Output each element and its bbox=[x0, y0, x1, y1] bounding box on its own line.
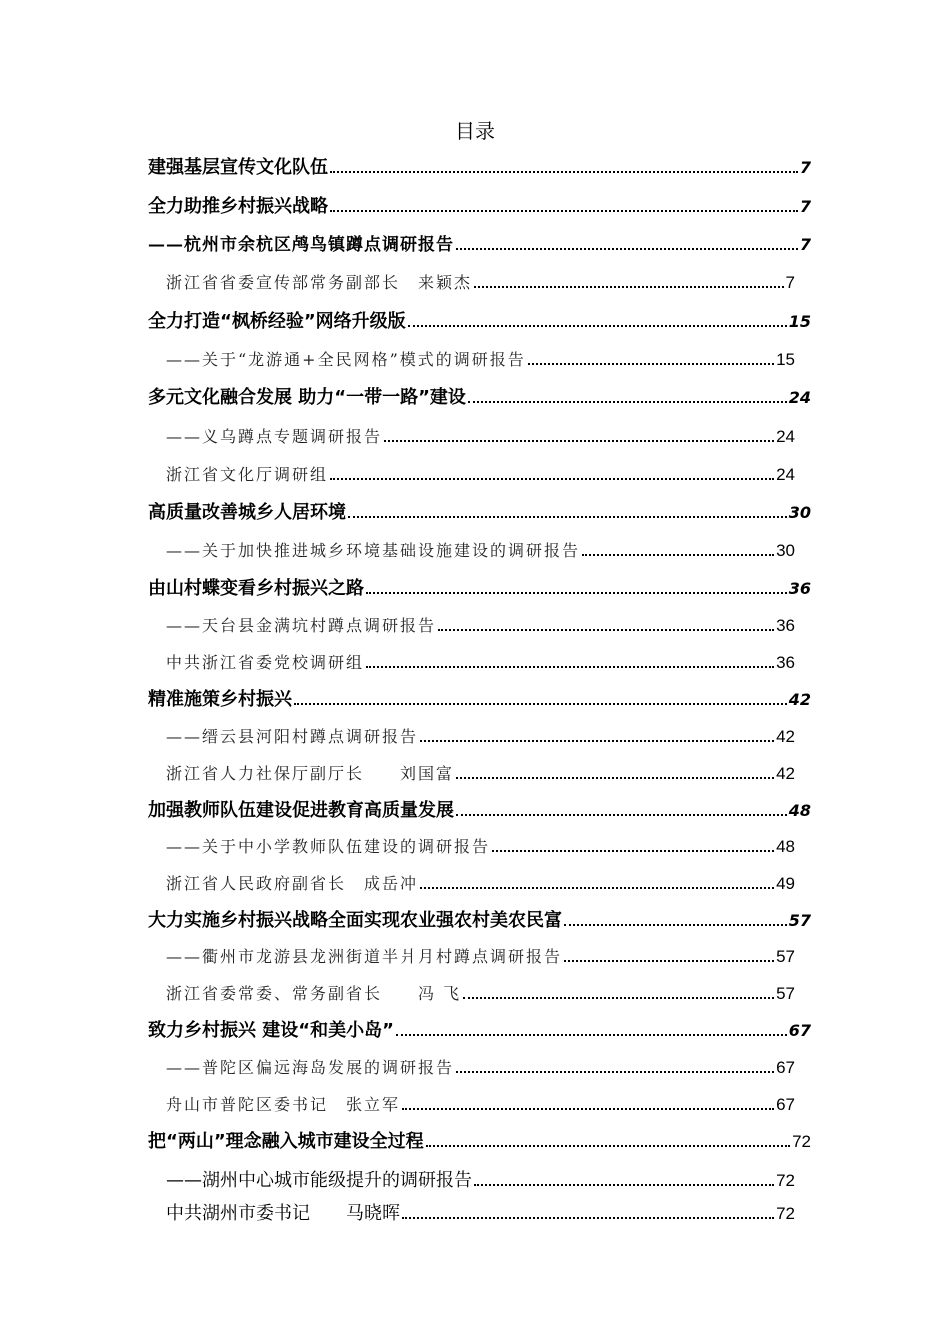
toc-entry-page: 24 bbox=[788, 388, 811, 407]
dot-leader bbox=[330, 171, 798, 173]
dot-leader bbox=[366, 592, 787, 594]
toc-entry-text: ——关于加快推进城乡环境基础设施建设的调研报告 bbox=[166, 541, 581, 560]
toc-entry-page: 24 bbox=[776, 427, 795, 446]
toc-entry[interactable] bbox=[148, 192, 811, 222]
toc-entry-page: 30 bbox=[776, 541, 795, 560]
toc-entry-page: 7 bbox=[799, 235, 811, 254]
toc-entry-page: 7 bbox=[799, 158, 811, 177]
toc-entry-page: 36 bbox=[788, 579, 811, 598]
toc-entry-text: 高质量改善城乡人居环境 bbox=[148, 502, 346, 523]
dot-leader bbox=[456, 814, 787, 816]
toc-entry-text: 舟山市普陀区委书记 张立军 bbox=[166, 1095, 401, 1114]
dot-leader bbox=[420, 887, 774, 889]
toc-entry[interactable] bbox=[166, 1199, 795, 1229]
toc-entry[interactable] bbox=[166, 1053, 795, 1083]
dot-leader bbox=[492, 850, 774, 852]
toc-entry-page: 36 bbox=[776, 653, 795, 672]
toc-entry-text: 浙江省委常委、常务副省长 冯 飞 bbox=[166, 984, 462, 1003]
toc-entry[interactable] bbox=[166, 979, 795, 1009]
dot-leader bbox=[468, 401, 787, 403]
toc-entry-page: 57 bbox=[788, 911, 811, 930]
toc-entry[interactable] bbox=[166, 648, 795, 678]
dot-leader bbox=[463, 997, 774, 999]
toc-entry[interactable] bbox=[166, 1166, 795, 1196]
toc-entry-page: 36 bbox=[776, 616, 795, 635]
toc-entry-text: 多元文化融合发展 助力“一带一路”建设 bbox=[148, 387, 466, 408]
toc-entry[interactable] bbox=[166, 832, 795, 862]
toc-entry[interactable] bbox=[148, 498, 811, 528]
dot-leader bbox=[528, 363, 774, 365]
toc-entry[interactable] bbox=[148, 383, 811, 413]
toc-entry[interactable] bbox=[166, 422, 795, 452]
toc-entry[interactable] bbox=[148, 796, 811, 826]
toc-entry[interactable] bbox=[166, 611, 795, 641]
toc-entry-page: 67 bbox=[776, 1058, 795, 1077]
toc-entry[interactable] bbox=[148, 1127, 811, 1157]
toc-entry-page: 15 bbox=[788, 312, 811, 331]
toc-entry[interactable] bbox=[166, 759, 795, 789]
toc-entry[interactable] bbox=[166, 536, 795, 566]
toc-entry-text: 浙江省人力社保厅副厅长 刘国富 bbox=[166, 764, 455, 783]
toc-entry[interactable] bbox=[148, 906, 811, 936]
dot-leader bbox=[456, 777, 774, 779]
toc-entry-text: 全力打造“枫桥经验”网络升级版 bbox=[148, 311, 406, 332]
toc-entry[interactable] bbox=[148, 307, 811, 337]
dot-leader bbox=[294, 703, 787, 705]
toc-entry[interactable] bbox=[166, 942, 795, 972]
toc-entry-text: ——衢州市龙游县龙洲街道半爿月村蹲点调研报告 bbox=[166, 947, 563, 966]
dot-leader bbox=[456, 248, 798, 250]
dot-leader bbox=[384, 440, 774, 442]
toc-entry-page: 48 bbox=[776, 837, 795, 856]
dot-leader bbox=[564, 960, 774, 962]
toc-entry-page: 72 bbox=[776, 1204, 795, 1223]
toc-entry-text: 中共湖州市委书记 马晓晖 bbox=[166, 1203, 400, 1224]
toc-entry-text: 中共浙江省委党校调研组 bbox=[166, 653, 365, 672]
toc-entry[interactable] bbox=[148, 153, 811, 183]
toc-entry-page: 72 bbox=[792, 1132, 811, 1151]
toc-entry-page: 57 bbox=[776, 984, 795, 1003]
dot-leader bbox=[582, 554, 774, 556]
toc-entry-text: ——关于“龙游通+全民网格”模式的调研报告 bbox=[166, 350, 526, 369]
dot-leader bbox=[366, 666, 774, 668]
toc-entry-page: 7 bbox=[799, 197, 811, 216]
toc-entry-text: 全力助推乡村振兴战略 bbox=[148, 196, 328, 217]
dot-leader bbox=[402, 1108, 774, 1110]
dot-leader bbox=[396, 1034, 787, 1036]
toc-entry[interactable] bbox=[148, 574, 811, 604]
toc-entry[interactable] bbox=[148, 685, 811, 715]
toc-entry-text: 精准施策乡村振兴 bbox=[148, 689, 292, 710]
toc-entry-text: 浙江省省委宣传部常务副部长 来颖杰 bbox=[166, 273, 473, 292]
toc-entry-text: ——义乌蹲点专题调研报告 bbox=[166, 427, 383, 446]
toc-entry-text: ——湖州中心城市能级提升的调研报告 bbox=[166, 1170, 472, 1191]
dot-leader bbox=[456, 1071, 774, 1073]
toc-entry-text: 加强教师队伍建设促进教育高质量发展 bbox=[148, 800, 454, 821]
toc-entry[interactable] bbox=[166, 722, 795, 752]
toc-entry-page: 42 bbox=[776, 727, 795, 746]
toc-entry-page: 48 bbox=[788, 801, 811, 820]
dot-leader bbox=[420, 740, 774, 742]
toc-entry-page: 67 bbox=[776, 1095, 795, 1114]
toc-entry-text: 把“两山”理念融入城市建设全过程 bbox=[148, 1131, 424, 1152]
toc-entry-text: ——关于中小学教师队伍建设的调研报告 bbox=[166, 837, 491, 856]
dot-leader bbox=[408, 325, 787, 327]
toc-entry-page: 42 bbox=[776, 764, 795, 783]
dot-leader bbox=[474, 286, 784, 288]
dot-leader bbox=[564, 924, 787, 926]
toc-entry[interactable] bbox=[166, 460, 795, 490]
dot-leader bbox=[426, 1145, 790, 1147]
toc-entry[interactable] bbox=[148, 230, 811, 260]
toc-entry-text: ——缙云县河阳村蹲点调研报告 bbox=[166, 727, 419, 746]
dot-leader bbox=[474, 1184, 774, 1186]
toc-entry-page: 42 bbox=[788, 690, 811, 709]
toc-entry[interactable] bbox=[166, 268, 795, 298]
toc-entry-text: 大力实施乡村振兴战略全面实现农业强农村美农民富 bbox=[148, 910, 562, 931]
toc-entry-page: 15 bbox=[776, 350, 795, 369]
toc-entry[interactable] bbox=[148, 1016, 811, 1046]
toc-entry-text: 致力乡村振兴 建设“和美小岛” bbox=[148, 1020, 394, 1041]
toc-entry-page: 57 bbox=[776, 947, 795, 966]
toc-entry[interactable] bbox=[166, 345, 795, 375]
toc-entry-text: ——普陀区偏远海岛发展的调研报告 bbox=[166, 1058, 455, 1077]
toc-entry-page: 72 bbox=[776, 1171, 795, 1190]
toc-title: 目录 bbox=[455, 119, 495, 143]
toc-entry[interactable] bbox=[166, 869, 795, 899]
toc-entry-page: 67 bbox=[788, 1021, 811, 1040]
toc-entry-text: 建强基层宣传文化队伍 bbox=[148, 157, 328, 178]
toc-entry-page: 24 bbox=[776, 465, 795, 484]
dot-leader bbox=[402, 1217, 774, 1219]
toc-entry-text: 浙江省人民政府副省长 成岳冲 bbox=[166, 874, 419, 893]
toc-entry-page: 7 bbox=[785, 273, 795, 292]
toc-entry-text: ——杭州市余杭区鸬鸟镇蹲点调研报告 bbox=[148, 235, 454, 255]
toc-entry[interactable] bbox=[166, 1090, 795, 1120]
dot-leader bbox=[330, 210, 798, 212]
toc-entry-text: 由山村蝶变看乡村振兴之路 bbox=[148, 578, 364, 599]
dot-leader bbox=[438, 629, 774, 631]
toc-entry-page: 49 bbox=[776, 874, 795, 893]
dot-leader bbox=[330, 478, 774, 480]
dot-leader bbox=[348, 516, 787, 518]
toc-entry-text: ——天台县金满坑村蹲点调研报告 bbox=[166, 616, 437, 635]
toc-entry-page: 30 bbox=[788, 503, 811, 522]
toc-entry-text: 浙江省文化厅调研组 bbox=[166, 465, 329, 484]
